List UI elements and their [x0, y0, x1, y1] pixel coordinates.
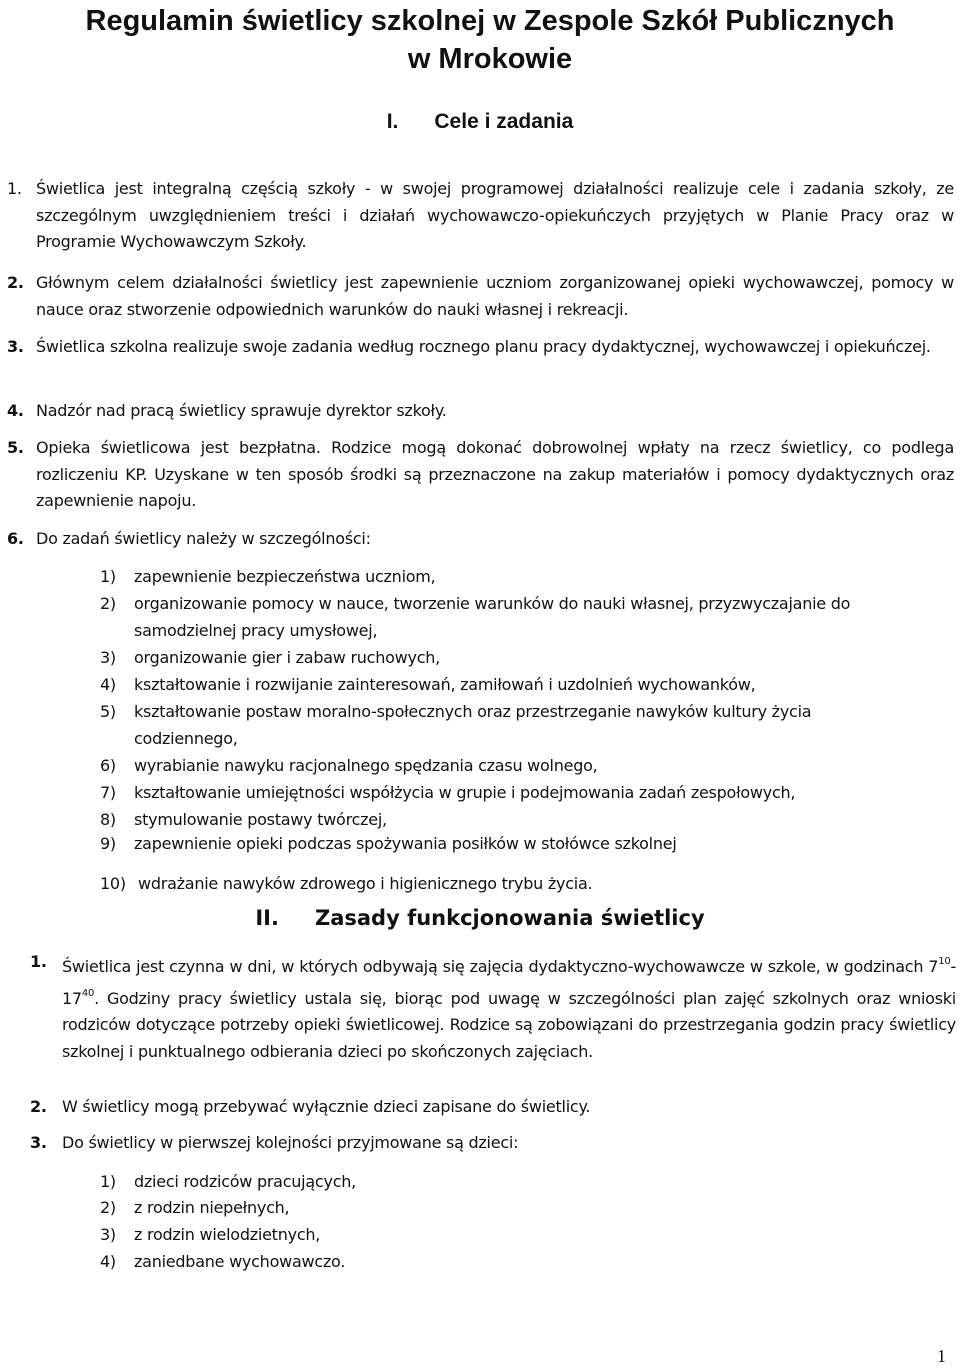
task-text: organizowanie gier i zabaw ruchowych, [134, 648, 440, 667]
task-item-2 [100, 591, 950, 644]
item-text: Świetlica jest integralną częścią szkoły - w swojej programowej działalności realizuje cele i zadania szkoły, ze szczególnym uwzględnieniem treści i działań wychowawczo-opiekuńczych przyjętych w Planie Pracy oraz w Programie Wychowawczym Szkoły. [36, 179, 954, 251]
task-number: 8) [100, 810, 116, 829]
task-text: wdrażanie nawyków zdrowego i higienicznego trybu życia. [138, 874, 593, 893]
section-1-item-1 [7, 176, 954, 256]
admission-text: z rodzin wielodzietnych, [134, 1225, 321, 1244]
admission-text: dzieci rodziców pracujących, [134, 1172, 356, 1191]
item-number: 1. [7, 179, 22, 198]
admission-item-3 [100, 1222, 934, 1249]
item-number: 2. [30, 1097, 47, 1116]
task-text: stymulowanie postawy twórczej, [134, 810, 387, 829]
section-1-item-3 [7, 334, 954, 361]
task-item-4 [100, 672, 950, 699]
item-text: Głównym celem działalności świetlicy jest zapewnienie uczniom zorganizowanej opieki wychowawczej, pomocy w nauce oraz stworzenie odpowiednich warunków do nauki własnej i rekreacji. [36, 273, 954, 319]
section-2-item-1 [30, 949, 956, 1065]
task-text: wyrabianie nawyku racjonalnego spędzania czasu wolnego, [134, 756, 598, 775]
admission-number: 1) [100, 1172, 116, 1191]
item-text: Do świetlicy w pierwszej kolejności przyjmowane są dzieci: [62, 1133, 519, 1152]
closing-hour-minutes: 40 [81, 987, 95, 999]
page-number: 1 [937, 1346, 946, 1366]
admission-number: 3) [100, 1225, 116, 1244]
task-item-7 [100, 780, 950, 807]
task-number: 5) [100, 702, 116, 721]
task-number: 9) [100, 834, 116, 853]
item-text: Do zadań świetlicy należy w szczególności: [36, 529, 371, 548]
admission-text: z rodzin niepełnych, [134, 1198, 290, 1217]
section-2-item-3 [30, 1130, 956, 1157]
task-number: 10) [100, 874, 126, 893]
task-item-1 [100, 564, 950, 591]
section-2-item-2 [30, 1094, 956, 1121]
document-title-line-2: w Mrokowie [407, 43, 573, 75]
task-item-5 [100, 699, 914, 752]
item-text-b: - 17 [62, 957, 956, 1008]
section-1-item-4 [7, 398, 954, 425]
task-item-8 [100, 807, 950, 834]
task-number: 4) [100, 675, 116, 694]
section-2-number: II. [255, 906, 279, 930]
admission-number: 2) [100, 1198, 116, 1217]
item-text: Świetlica szkolna realizuje swoje zadania według rocznego planu pracy dydaktycznej, wychowawczej i opiekuńczej. [36, 337, 931, 356]
admission-number: 4) [100, 1252, 116, 1271]
admission-item-4 [100, 1249, 934, 1276]
task-number: 7) [100, 783, 116, 802]
task-item-10 [100, 871, 950, 898]
document-title-line-1: Regulamin świetlicy szkolnej w Zespole Szkół Publicznych [85, 5, 895, 37]
item-text-c: . Godziny pracy świetlicy ustala się, biorąc pod uwagę w szczególności plan zajęć szkolnych oraz wnioski rodziców dotyczące potrzeby opieki świetlicowej. Rodzice są zobowiązani do przestrzegania godzin pracy świetlicy szkolnej i punktualnego odbierania dzieci po skończonych zajęciach. [62, 988, 956, 1061]
section-1-item-2 [7, 270, 954, 323]
item-number: 6. [7, 529, 24, 548]
task-text: kształtowanie i rozwijanie zainteresowań, zamiłowań i uzdolnień wychowanków, [134, 675, 756, 694]
section-1-item-5 [7, 435, 954, 515]
item-number: 2. [7, 273, 24, 292]
task-text: zapewnienie opieki podczas spożywania posiłków w stołówce szkolnej [134, 834, 677, 853]
task-text: kształtowanie umiejętności współżycia w grupie i podejmowania zadań zespołowych, [134, 783, 796, 802]
task-text: organizowanie pomocy w nauce, tworzenie warunków do nauki własnej, przyzwyczajanie do samodzielnej pracy umysłowej, [134, 594, 851, 640]
item-number: 4. [7, 401, 24, 420]
section-1-title: Cele i zadania [434, 110, 574, 133]
section-2-heading [0, 906, 960, 930]
admission-item-2 [100, 1195, 934, 1222]
task-text: zapewnienie bezpieczeństwa uczniom, [134, 567, 436, 586]
item-text: W świetlicy mogą przebywać wyłącznie dzieci zapisane do świetlicy. [62, 1097, 591, 1116]
item-number: 3. [30, 1133, 47, 1152]
section-2-title: Zasady funkcjonowania świetlicy [314, 906, 705, 930]
section-1-heading [0, 110, 960, 134]
item-text: Opieka świetlicowa jest bezpłatna. Rodzice mogą dokonać dobrowolnej wpłaty na rzecz świetlicy, co podlega rozliczeniu KP. Uzyskane w ten sposób środki są przeznaczone na zakup materiałów i pomocy dydaktycznych oraz zapewnienie napoju. [36, 438, 954, 510]
item-text: Nadzór nad pracą świetlicy sprawuje dyrektor szkoły. [36, 401, 447, 420]
item-number: 1. [30, 952, 47, 971]
task-number: 3) [100, 648, 116, 667]
task-item-3 [100, 645, 950, 672]
admission-text: zaniedbane wychowawczo. [134, 1252, 346, 1271]
task-number: 2) [100, 594, 116, 613]
task-item-9 [100, 831, 950, 858]
admission-item-1 [100, 1169, 934, 1196]
opening-hour-minutes: 10 [938, 956, 951, 967]
task-item-6 [100, 753, 950, 780]
section-1-number: I. [386, 110, 399, 133]
task-number: 6) [100, 756, 116, 775]
task-number: 1) [100, 567, 116, 586]
item-number: 5. [7, 438, 24, 457]
item-number: 3. [7, 337, 24, 356]
item-text-a: Świetlica jest czynna w dni, w których odbywają się zajęcia dydaktyczno-wychowawcze w szkole, w godzinach 7 [62, 957, 939, 976]
section-1-item-6 [7, 526, 954, 553]
task-text: kształtowanie postaw moralno-społecznych oraz przestrzeganie nawyków kultury życia codziennego, [134, 702, 812, 748]
